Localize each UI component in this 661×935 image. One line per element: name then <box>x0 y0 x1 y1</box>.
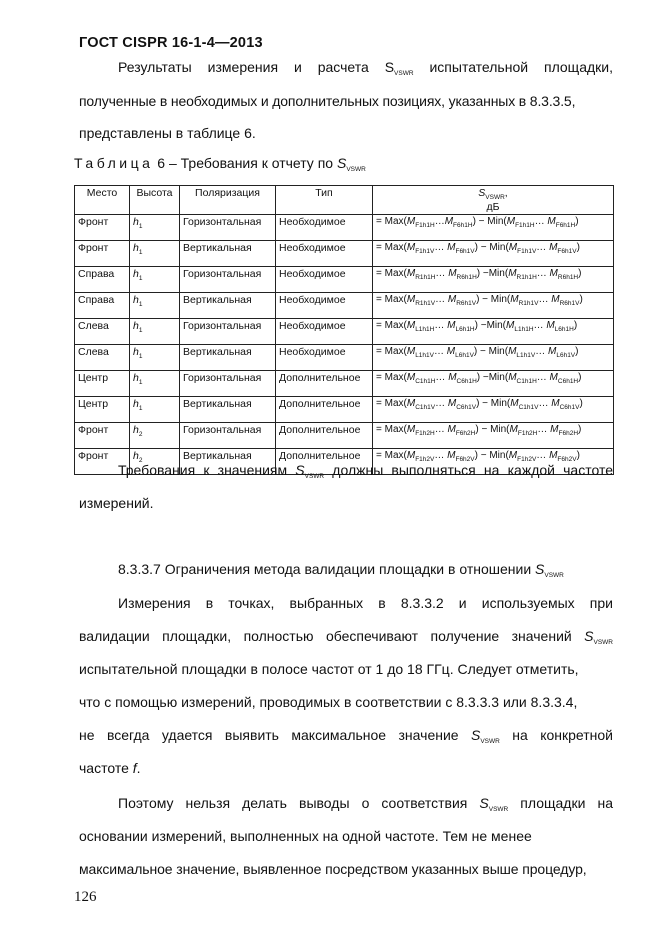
cell-place: Фронт <box>75 449 130 475</box>
header-svswr <box>373 186 614 215</box>
cell-formula: = $Max(M_{L1h1V}\dots$ $M_{L6h1V}$) − $Min(M_{L1h1V}\dots$ $M_{L6h1V}$) <box>373 345 614 371</box>
header-type: Тип <box>276 186 373 215</box>
cell-formula: = $Max(M_{L1h1H}\dots$ $M_{L6h1H}$) $-Min(M_{L1h1H}\dots$ $M_{L6h1H}$) <box>373 319 614 345</box>
para3-line5-sym: S <box>470 727 481 743</box>
para3-line4: что с помощью измерений, проводимых в соответствии с 8.3.3.3 или 8.3.3.4, <box>79 694 578 710</box>
para2-text-b: должны выполняться на каждой частоте <box>324 462 613 478</box>
table-header-row <box>75 186 614 215</box>
cell-type: Необходимое <box>276 319 373 345</box>
para4-line2: основании измерений, выполненных на одной частоте. Тем не менее <box>79 828 532 844</box>
para2-sub: VSWR <box>304 473 325 480</box>
para3-line1: Измерения в точках, выбранных в 8.3.3.2 и используемых при <box>118 595 613 611</box>
para4-line1-sub: VSWR <box>488 806 509 813</box>
document-header: ГОСТ CISPR 16-1-4—2013 <box>79 35 263 51</box>
header-svswr-sym: S <box>478 187 486 199</box>
caption-rest: 6 – Требования к отчету по <box>153 155 337 171</box>
cell-type: Необходимое <box>276 267 373 293</box>
table-row <box>75 319 614 345</box>
cell-height: $h_1$ <box>130 319 180 345</box>
cell-formula: = $Max(M_{F1h2H}\dots$ $M_{F6h2H}$) − $Min(M_{F1h2H}\dots$ $M_{F6h2H}$) <box>373 423 614 449</box>
para3-line6-tail: . <box>136 760 141 776</box>
caption-sym: S <box>336 155 347 171</box>
cell-polarization: Вертикальная <box>180 449 276 475</box>
cell-polarization: Вертикальная <box>180 293 276 319</box>
table-caption <box>74 155 366 171</box>
cell-place: Слева <box>75 345 130 371</box>
cell-height: $h_1$ <box>130 267 180 293</box>
cell-polarization: Горизонтальная <box>180 267 276 293</box>
para4-line1 <box>118 795 613 811</box>
para4-line1-tail: площадки на <box>508 795 613 811</box>
cell-formula: = $Max(M_{R1h1H}\dots$ $M_{R6h1H}$) $-Min(M_{R1h1H}\dots$ $M_{R6h1H}$) <box>373 267 614 293</box>
section-heading <box>118 561 564 577</box>
cell-height: $h_1$ <box>130 397 180 423</box>
header-height: Высота <box>130 186 180 215</box>
cell-height: $h_2$ <box>130 423 180 449</box>
para3-line6-text: частоте <box>79 760 133 776</box>
section-sym: S <box>535 561 545 577</box>
para3-line5-text: не всегда удается выявить максимальное значение <box>79 727 471 743</box>
section-sub: VSWR <box>544 572 564 579</box>
page-number: 126 <box>74 889 97 905</box>
table-row <box>75 371 614 397</box>
para3-line5-sub: VSWR <box>480 738 500 745</box>
para1-line2: полученные в необходимых и дополнительных позициях, указанных в 8.3.3.5, <box>79 93 576 109</box>
table-row <box>75 241 614 267</box>
cell-formula: = $Max(M_{F1h1H}\dots M_{F6h1H})$ − $Min(M_{F1h1H}\dots$ $M_{F6h1H}$) <box>373 215 614 241</box>
para1-line1-tail: испытательной площадки, <box>413 59 613 75</box>
cell-formula: = $Max(M_{C1h1V}\dots$ $M_{C6h1V}$) − $Min(M_{C1h1V}\dots$ $M_{C6h1V}$) <box>373 397 614 423</box>
header-unit: дБ <box>486 201 500 213</box>
para2-sym: S <box>295 462 305 478</box>
cell-polarization: Вертикальная <box>180 345 276 371</box>
cell-place: Фронт <box>75 215 130 241</box>
cell-type: Необходимое <box>276 241 373 267</box>
para1-line1 <box>118 59 613 75</box>
cell-type: Необходимое <box>276 215 373 241</box>
cell-type: Дополнительное <box>276 371 373 397</box>
table-row <box>75 423 614 449</box>
para1-line1-text: Результаты измерения и расчета S <box>118 59 395 75</box>
cell-polarization: Горизонтальная <box>180 319 276 345</box>
cell-height: $h_1$ <box>130 241 180 267</box>
cell-type: Необходимое <box>276 345 373 371</box>
para3-line5-tail: на конкретной <box>499 727 613 743</box>
para3-line6-sym: f <box>132 760 137 776</box>
cell-height: $h_2$ <box>130 449 180 475</box>
para2-line2: измерений. <box>79 495 154 511</box>
table-row <box>75 267 614 293</box>
para3-line2-text: валидации площадки, полностью обеспечивают получение значений <box>79 628 585 644</box>
section-text: 8.3.3.7 Ограничения метода валидации площадки в отношении <box>118 561 536 577</box>
para3-line5 <box>79 727 613 743</box>
caption-word: Таблица <box>74 155 154 171</box>
cell-formula: = $Max(M_{C1h1H}\dots$ $M_{C6h1H}$) $-Min(M_{C1h1H}\dots$ $M_{C6h1H}$) <box>373 371 614 397</box>
table-row <box>75 293 614 319</box>
cell-place: Справа <box>75 293 130 319</box>
cell-formula: = $Max(M_{F1h2V}\dots$ $M_{F6h2V}$) − $Min(M_{F1h2V}\dots$ $M_{F6h2V}$) <box>373 449 614 475</box>
para1-sub: VSWR <box>394 70 414 77</box>
cell-polarization: Горизонтальная <box>180 215 276 241</box>
cell-place: Справа <box>75 267 130 293</box>
para3-line2-sub: VSWR <box>593 639 613 646</box>
cell-height: $h_1$ <box>130 371 180 397</box>
cell-place: Фронт <box>75 241 130 267</box>
cell-place: Фронт <box>75 423 130 449</box>
table-row <box>75 215 614 241</box>
header-svswr-sub: VSWR <box>485 194 505 201</box>
cell-type: Дополнительное <box>276 423 373 449</box>
cell-formula: = $Max(M_{R1h1V}\dots$ $M_{R6h1V}$) − $Min(M_{R1h1V}\dots$ $M_{R6h1V}$) <box>373 293 614 319</box>
para2-text-a: Требования к значениям <box>118 462 296 478</box>
cell-height: $h_1$ <box>130 293 180 319</box>
para4-line3: максимальное значение, выявленное посредством указанных выше процедур, <box>79 861 587 877</box>
para2-line1 <box>118 462 613 478</box>
table-row <box>75 345 614 371</box>
cell-type: Дополнительное <box>276 449 373 475</box>
cell-height: $h_1$ <box>130 215 180 241</box>
cell-place: Центр <box>75 371 130 397</box>
cell-place: Слева <box>75 319 130 345</box>
para3-line2 <box>79 628 613 644</box>
cell-polarization: Горизонтальная <box>180 423 276 449</box>
para4-line1-text: Поэтому нельзя делать выводы о соответствия <box>118 795 480 811</box>
para4-line1-sym: S <box>479 795 489 811</box>
table-row <box>75 397 614 423</box>
para3-line3: испытательной площадки в полосе частот от 1 до 18 ГГц. Следует отметить, <box>79 661 579 677</box>
para1-line3: представлены в таблице 6. <box>79 125 256 141</box>
cell-place: Центр <box>75 397 130 423</box>
cell-type: Необходимое <box>276 293 373 319</box>
cell-formula: = $Max(M_{F1h1V}\dots$ $M_{F6h1V}$) − $Min(M_{F1h1V}\dots$ $M_{F6h1V}$) <box>373 241 614 267</box>
cell-polarization: Вертикальная <box>180 241 276 267</box>
header-polarization: Поляризация <box>180 186 276 215</box>
requirements-table <box>74 185 614 475</box>
para3-line2-sym: S <box>584 628 594 644</box>
caption-sub: VSWR <box>346 166 366 173</box>
cell-type: Дополнительное <box>276 397 373 423</box>
header-svswr-tail: , <box>504 187 508 199</box>
header-place: Место <box>75 186 130 215</box>
cell-polarization: Горизонтальная <box>180 371 276 397</box>
para3-line6 <box>79 760 141 776</box>
cell-height: $h_1$ <box>130 345 180 371</box>
cell-polarization: Вертикальная <box>180 397 276 423</box>
